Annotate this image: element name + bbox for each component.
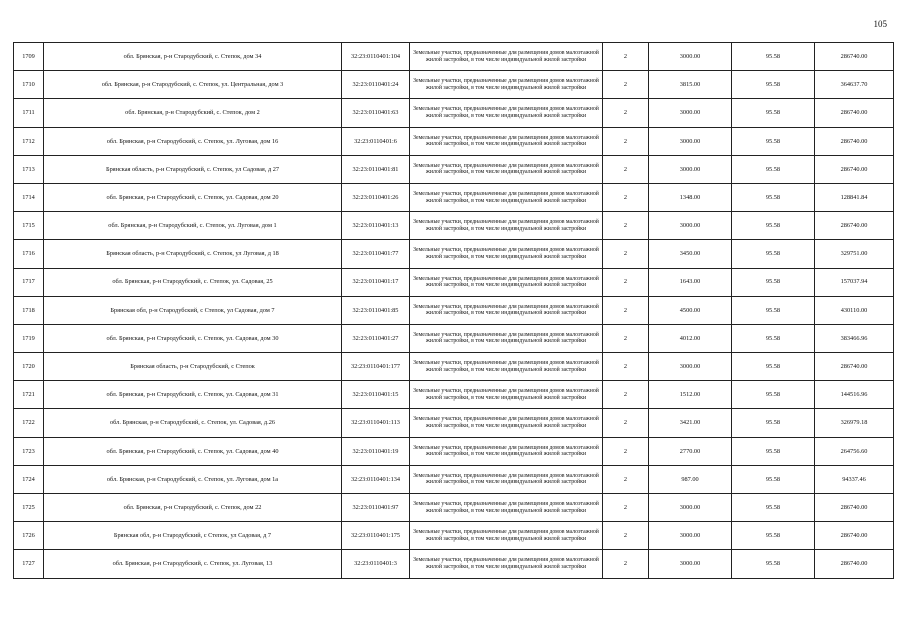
table-row [14,381,894,409]
row-number: 1715 [14,212,44,240]
cadastral-number-cell: 32:23:0110401:17 [342,268,410,296]
use-group-cell: 2 [603,71,649,99]
use-group-cell: 2 [603,522,649,550]
land-use-cell: Земельные участки, предназначенные для размещения домов малоэтажной жилой застройки, в том числе индивидуальной жилой застройки [410,324,603,352]
table-row [14,550,894,578]
specific-value-cell: 95.58 [732,43,815,71]
area-cell: 1348.00 [649,183,732,211]
use-group-cell: 2 [603,99,649,127]
land-use-cell: Земельные участки, предназначенные для размещения домов малоэтажной жилой застройки, в том числе индивидуальной жилой застройки [410,155,603,183]
cadastral-value-cell: 286740.00 [815,353,894,381]
cadastral-value-cell: 286740.00 [815,155,894,183]
cadastral-value-cell: 383466.96 [815,324,894,352]
specific-value-cell: 95.58 [732,71,815,99]
specific-value-cell: 95.58 [732,381,815,409]
use-group-cell: 2 [603,268,649,296]
area-cell: 3815.00 [649,71,732,99]
use-group-cell: 2 [603,296,649,324]
cadastral-value-cell: 286740.00 [815,494,894,522]
table-row [14,409,894,437]
cadastral-number-cell: 32:23:0110401:19 [342,437,410,465]
specific-value-cell: 95.58 [732,99,815,127]
cadastral-number-cell: 32:23:0110401:63 [342,99,410,127]
table-row [14,324,894,352]
cadastral-number-cell: 32:23:0110401:97 [342,494,410,522]
cadastral-number-cell: 32:23:0110401:26 [342,183,410,211]
cadastral-number-cell: 32:23:0110401:6 [342,127,410,155]
cadastral-value-cell: 286740.00 [815,127,894,155]
land-registry-table [13,42,894,579]
specific-value-cell: 95.58 [732,127,815,155]
address-cell: обл. Брянская, р-н Стародубский, с. Степок, ул. Садовая, д.26 [44,409,342,437]
specific-value-cell: 95.58 [732,437,815,465]
address-cell: Брянская область, р-н Стародубский, с Степок [44,353,342,381]
cadastral-value-cell: 94337.46 [815,465,894,493]
row-number: 1727 [14,550,44,578]
land-use-cell: Земельные участки, предназначенные для размещения домов малоэтажной жилой застройки, в том числе индивидуальной жилой застройки [410,212,603,240]
cadastral-value-cell: 286740.00 [815,522,894,550]
table-row [14,212,894,240]
land-use-cell: Земельные участки, предназначенные для размещения домов малоэтажной жилой застройки, в том числе индивидуальной жилой застройки [410,43,603,71]
area-cell: 3000.00 [649,353,732,381]
row-number: 1723 [14,437,44,465]
address-cell: обл. Брянская, р-н Стародубский, с. Степок, дом 22 [44,494,342,522]
cadastral-value-cell: 144516.96 [815,381,894,409]
cadastral-number-cell: 32:23:0110401:113 [342,409,410,437]
cadastral-value-cell: 326979.18 [815,409,894,437]
cadastral-value-cell: 286740.00 [815,43,894,71]
specific-value-cell: 95.58 [732,353,815,381]
address-cell: обл. Брянская, р-н Стародубский, с. Степок, ул. Садовая, дом 20 [44,183,342,211]
use-group-cell: 2 [603,43,649,71]
use-group-cell: 2 [603,550,649,578]
table-row [14,353,894,381]
row-number: 1714 [14,183,44,211]
area-cell: 4012.00 [649,324,732,352]
cadastral-number-cell: 32:23:0110401:15 [342,381,410,409]
row-number: 1717 [14,268,44,296]
table-row [14,296,894,324]
specific-value-cell: 95.58 [732,212,815,240]
land-use-cell: Земельные участки, предназначенные для размещения домов малоэтажной жилой застройки, в том числе индивидуальной жилой застройки [410,268,603,296]
area-cell: 3000.00 [649,127,732,155]
land-use-cell: Земельные участки, предназначенные для размещения домов малоэтажной жилой застройки, в том числе индивидуальной жилой застройки [410,99,603,127]
address-cell: обл. Брянская, р-н Стародубский, с. Степок, ул. Луговая, дом 1 [44,212,342,240]
address-cell: обл. Брянская, р-н Стародубский, с. Степок, дом 2 [44,99,342,127]
cadastral-number-cell: 32:23:0110401:85 [342,296,410,324]
row-number: 1721 [14,381,44,409]
address-cell: обл. Брянская, р-н Стародубский, с. Степок, ул. Луговая, дом 16 [44,127,342,155]
land-use-cell: Земельные участки, предназначенные для размещения домов малоэтажной жилой застройки, в том числе индивидуальной жилой застройки [410,437,603,465]
table-row [14,43,894,71]
cadastral-number-cell: 32:23:0110401:3 [342,550,410,578]
area-cell: 2770.00 [649,437,732,465]
row-number: 1710 [14,71,44,99]
land-use-cell: Земельные участки, предназначенные для размещения домов малоэтажной жилой застройки, в том числе индивидуальной жилой застройки [410,522,603,550]
page-number: 105 [873,19,887,29]
table-row [14,127,894,155]
address-cell: обл. Брянская, р-н Стародубский, с. Степок, ул. Садовая, дом 40 [44,437,342,465]
area-cell: 3450.00 [649,240,732,268]
use-group-cell: 2 [603,381,649,409]
row-number: 1725 [14,494,44,522]
cadastral-number-cell: 32:23:0110401:81 [342,155,410,183]
specific-value-cell: 95.58 [732,550,815,578]
area-cell: 3000.00 [649,494,732,522]
table-row [14,437,894,465]
cadastral-value-cell: 364637.70 [815,71,894,99]
specific-value-cell: 95.58 [732,494,815,522]
land-use-cell: Земельные участки, предназначенные для размещения домов малоэтажной жилой застройки, в том числе индивидуальной жилой застройки [410,409,603,437]
land-use-cell: Земельные участки, предназначенные для размещения домов малоэтажной жилой застройки, в том числе индивидуальной жилой застройки [410,183,603,211]
use-group-cell: 2 [603,155,649,183]
specific-value-cell: 95.58 [732,268,815,296]
use-group-cell: 2 [603,465,649,493]
cadastral-number-cell: 32:23:0110401:177 [342,353,410,381]
specific-value-cell: 95.58 [732,155,815,183]
row-number: 1719 [14,324,44,352]
address-cell: обл. Брянская, р-н Стародубский, с. Степок, ул. Луговая, дом 1а [44,465,342,493]
land-use-cell: Земельные участки, предназначенные для размещения домов малоэтажной жилой застройки, в том числе индивидуальной жилой застройки [410,296,603,324]
table-row [14,155,894,183]
land-use-cell: Земельные участки, предназначенные для размещения домов малоэтажной жилой застройки, в том числе индивидуальной жилой застройки [410,550,603,578]
use-group-cell: 2 [603,240,649,268]
cadastral-value-cell: 286740.00 [815,550,894,578]
cadastral-value-cell: 128841.84 [815,183,894,211]
area-cell: 3000.00 [649,522,732,550]
area-cell: 3000.00 [649,99,732,127]
specific-value-cell: 95.58 [732,296,815,324]
table-row [14,71,894,99]
table-row [14,465,894,493]
use-group-cell: 2 [603,494,649,522]
cadastral-value-cell: 286740.00 [815,212,894,240]
land-use-cell: Земельные участки, предназначенные для размещения домов малоэтажной жилой застройки, в том числе индивидуальной жилой застройки [410,465,603,493]
specific-value-cell: 95.58 [732,240,815,268]
specific-value-cell: 95.58 [732,522,815,550]
land-use-cell: Земельные участки, предназначенные для размещения домов малоэтажной жилой застройки, в том числе индивидуальной жилой застройки [410,127,603,155]
address-cell: обл. Брянская, р-н Стародубский, с. Степок, ул. Садовая, дом 30 [44,324,342,352]
row-number: 1726 [14,522,44,550]
use-group-cell: 2 [603,437,649,465]
use-group-cell: 2 [603,409,649,437]
row-number: 1709 [14,43,44,71]
address-cell: Брянская обл, р-н Стародубский, с Степок, ул Садовая, дом 7 [44,296,342,324]
table-row [14,268,894,296]
table-row [14,183,894,211]
specific-value-cell: 95.58 [732,465,815,493]
land-use-cell: Земельные участки, предназначенные для размещения домов малоэтажной жилой застройки, в том числе индивидуальной жилой застройки [410,494,603,522]
address-cell: обл. Брянская, р-н Стародубский, с. Степок, ул. Садовая, дом 31 [44,381,342,409]
table-row [14,240,894,268]
land-use-cell: Земельные участки, предназначенные для размещения домов малоэтажной жилой застройки, в том числе индивидуальной жилой застройки [410,381,603,409]
specific-value-cell: 95.58 [732,324,815,352]
cadastral-number-cell: 32:23:0110401:104 [342,43,410,71]
use-group-cell: 2 [603,324,649,352]
area-cell: 3000.00 [649,212,732,240]
row-number: 1712 [14,127,44,155]
cadastral-value-cell: 264756.60 [815,437,894,465]
cadastral-number-cell: 32:23:0110401:77 [342,240,410,268]
address-cell: обл. Брянская, р-н Стародубский, с. Степок, ул. Центральная, дом 3 [44,71,342,99]
area-cell: 3000.00 [649,43,732,71]
area-cell: 3000.00 [649,155,732,183]
table-row [14,522,894,550]
address-cell: Брянская область, р-н Стародубский, с. Степок, ул Луговая, д 18 [44,240,342,268]
address-cell: Брянская область, р-н Стародубский, с. Степок, ул Садовая, д 27 [44,155,342,183]
row-number: 1722 [14,409,44,437]
address-cell: обл. Брянская, р-н Стародубский, с. Степок, ул. Луговая, 13 [44,550,342,578]
land-use-cell: Земельные участки, предназначенные для размещения домов малоэтажной жилой застройки, в том числе индивидуальной жилой застройки [410,71,603,99]
row-number: 1716 [14,240,44,268]
cadastral-number-cell: 32:23:0110401:24 [342,71,410,99]
row-number: 1713 [14,155,44,183]
cadastral-value-cell: 430110.00 [815,296,894,324]
use-group-cell: 2 [603,212,649,240]
cadastral-value-cell: 286740.00 [815,99,894,127]
area-cell: 1512.00 [649,381,732,409]
row-number: 1711 [14,99,44,127]
row-number: 1720 [14,353,44,381]
area-cell: 3000.00 [649,550,732,578]
cadastral-number-cell: 32:23:0110401:175 [342,522,410,550]
use-group-cell: 2 [603,353,649,381]
use-group-cell: 2 [603,127,649,155]
specific-value-cell: 95.58 [732,409,815,437]
area-cell: 3421.00 [649,409,732,437]
cadastral-number-cell: 32:23:0110401:27 [342,324,410,352]
row-number: 1718 [14,296,44,324]
table-row [14,99,894,127]
area-cell: 987.00 [649,465,732,493]
land-use-cell: Земельные участки, предназначенные для размещения домов малоэтажной жилой застройки, в том числе индивидуальной жилой застройки [410,240,603,268]
registry-body [14,43,894,579]
table-row [14,494,894,522]
specific-value-cell: 95.58 [732,183,815,211]
address-cell: обл. Брянская, р-н Стародубский, с. Степок, дом 34 [44,43,342,71]
area-cell: 1643.00 [649,268,732,296]
cadastral-number-cell: 32:23:0110401:13 [342,212,410,240]
cadastral-value-cell: 157037.94 [815,268,894,296]
land-use-cell: Земельные участки, предназначенные для размещения домов малоэтажной жилой застройки, в том числе индивидуальной жилой застройки [410,353,603,381]
cadastral-number-cell: 32:23:0110401:134 [342,465,410,493]
address-cell: Брянская обл, р-н Стародубский, с Степок, ул Садовая, д 7 [44,522,342,550]
area-cell: 4500.00 [649,296,732,324]
cadastral-value-cell: 329751.00 [815,240,894,268]
use-group-cell: 2 [603,183,649,211]
row-number: 1724 [14,465,44,493]
address-cell: обл. Брянская, р-н Стародубский, с. Степок, ул. Садовая, 25 [44,268,342,296]
